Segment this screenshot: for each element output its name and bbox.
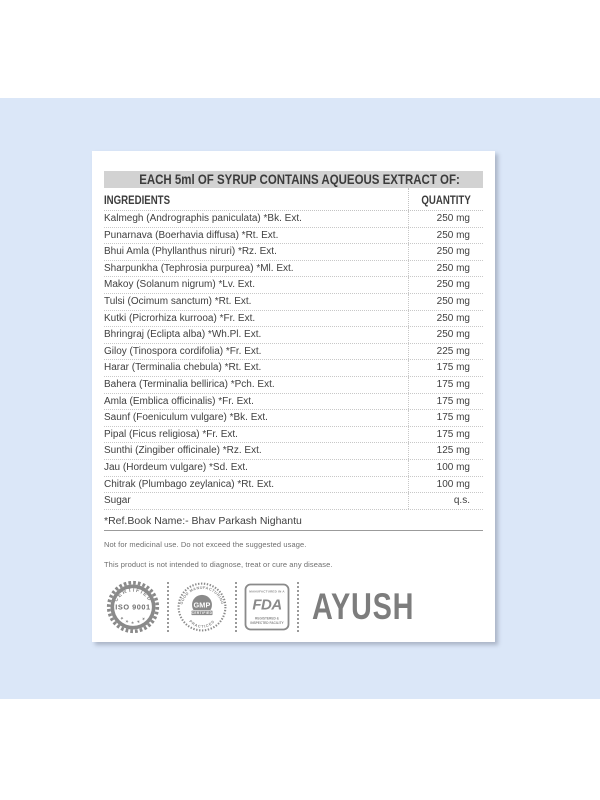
quantity-cell: 250 mg — [408, 261, 483, 277]
table-row — [104, 311, 483, 328]
ingredient-cell: Makoy (Solanum nigrum) *Lv. Ext. — [104, 279, 255, 291]
table-row — [104, 410, 483, 427]
syrup-label — [92, 151, 495, 642]
table-row — [104, 477, 483, 494]
quantity-cell: 100 mg — [408, 460, 483, 476]
table-row — [104, 377, 483, 394]
gmp-banner-text: CERTIFIED — [191, 610, 213, 615]
table-header-row — [104, 188, 483, 211]
fda-bottom-text-1: REGISTERED & — [255, 616, 279, 621]
badge-divider — [235, 582, 237, 632]
table-row — [104, 460, 483, 477]
quantity-cell: 175 mg — [408, 360, 483, 376]
quantity-cell: 250 mg — [408, 327, 483, 343]
ingredient-cell: Tulsi (Ocimum sanctum) *Rt. Ext. — [104, 295, 252, 307]
gmp-text: GMP — [193, 600, 211, 610]
quantity-cell: 250 mg — [408, 277, 483, 293]
ingredient-cell: Bhui Amla (Phyllanthus niruri) *Rz. Ext. — [104, 246, 277, 258]
table-row — [104, 394, 483, 411]
ingredient-cell: Amla (Emblica officinalis) *Fr. Ext. — [104, 395, 254, 407]
ingredient-cell: Sugar — [104, 495, 131, 507]
quantity-cell: 175 mg — [408, 377, 483, 393]
table-row — [104, 344, 483, 361]
disclaimer-line-1: Not for medicinal use. Do not exceed the suggested usage. — [104, 539, 307, 549]
ingredient-cell: Kutki (Picrorhiza kurrooa) *Fr. Ext. — [104, 312, 256, 324]
disclaimer-line-2: This product is not intended to diagnose, treat or cure any disease. — [104, 559, 333, 569]
quantity-cell: 250 mg — [408, 294, 483, 310]
table-row — [104, 493, 483, 510]
table-row — [104, 277, 483, 294]
reference-note: *Ref.Book Name:- Bhav Parkash Nighantu — [104, 510, 483, 531]
certification-badges — [104, 580, 483, 634]
ingredient-cell: Pipal (Ficus religiosa) *Fr. Ext. — [104, 428, 238, 440]
quantity-cell: 250 mg — [408, 311, 483, 327]
ingredient-cell: Kalmegh (Andrographis paniculata) *Bk. Ext. — [104, 213, 302, 224]
svg-text:★ ★ ★ ★ ★: ★ ★ ★ ★ ★ — [119, 614, 147, 625]
quantity-cell: q.s. — [408, 493, 483, 509]
quantity-cell: 250 mg — [408, 211, 483, 227]
ingredient-cell: Sharpunkha (Tephrosia purpurea) *Ml. Ext. — [104, 262, 294, 274]
badge-divider — [297, 582, 299, 632]
ingredient-cell: Punarnava (Boerhavia diffusa) *Rt. Ext. — [104, 229, 279, 241]
quantity-column-header: QUANTITY — [408, 188, 483, 210]
ingredient-cell: Chitrak (Plumbago zeylanica) *Rt. Ext. — [104, 478, 275, 490]
table-row — [104, 443, 483, 460]
fda-text: FDA — [252, 596, 282, 614]
ingredient-cell: Jau (Hordeum vulgare) *Sd. Ext. — [104, 461, 248, 473]
table-row — [104, 211, 483, 228]
ingredient-cell: Saunf (Foeniculum vulgare) *Bk. Ext. — [104, 412, 268, 424]
ingredient-cell: Bahera (Terminalia bellirica) *Pch. Ext. — [104, 378, 275, 390]
iso-9001-badge-icon — [106, 580, 160, 634]
table-row — [104, 294, 483, 311]
badge-divider — [167, 582, 169, 632]
quantity-cell: 250 mg — [408, 228, 483, 244]
label-header-text: EACH 5ml OF SYRUP CONTAINS AQUEOUS EXTRACT OF: — [139, 171, 460, 187]
quantity-cell: 100 mg — [408, 477, 483, 493]
table-row — [104, 427, 483, 444]
table-row — [104, 244, 483, 261]
iso-9001-text: ISO 9001 — [115, 602, 151, 612]
quantity-cell: 175 mg — [408, 394, 483, 410]
ingredient-cell: Sunthi (Zingiber officinale) *Rz. Ext. — [104, 445, 262, 457]
svg-text:GOOD MANUFACTURING: GOOD MANUFACTURING — [179, 585, 225, 605]
label-header-bar — [104, 171, 483, 188]
svg-text:PRACTICES: PRACTICES — [188, 619, 216, 629]
quantity-cell: 175 mg — [408, 410, 483, 426]
ingredient-cell: Giloy (Tinospora cordifolia) *Fr. Ext. — [104, 345, 262, 357]
quantity-cell: 125 mg — [408, 443, 483, 459]
quantity-cell: 225 mg — [408, 344, 483, 360]
fda-top-text: MANUFACTURED IN A — [249, 589, 285, 594]
ayush-logo-text: AYUSH — [312, 585, 415, 627]
ingredient-cell: Bhringraj (Eclipta alba) *Wh.Pl. Ext. — [104, 329, 262, 341]
quantity-cell: 175 mg — [408, 427, 483, 443]
gmp-certified-badge-icon — [176, 581, 228, 633]
ingredients-column-header: INGREDIENTS — [104, 195, 171, 207]
table-row — [104, 327, 483, 344]
svg-text:CERTIFIED: CERTIFIED — [113, 587, 153, 603]
fda-bottom-text-2: INSPECTED FACILITY — [250, 620, 284, 625]
quantity-cell: 250 mg — [408, 244, 483, 260]
fda-registered-badge-icon — [244, 583, 290, 631]
ingredients-table-body — [104, 211, 483, 510]
table-row — [104, 228, 483, 245]
ingredient-cell: Harar (Terminalia chebula) *Rt. Ext. — [104, 362, 262, 374]
table-row — [104, 261, 483, 278]
table-row — [104, 360, 483, 377]
